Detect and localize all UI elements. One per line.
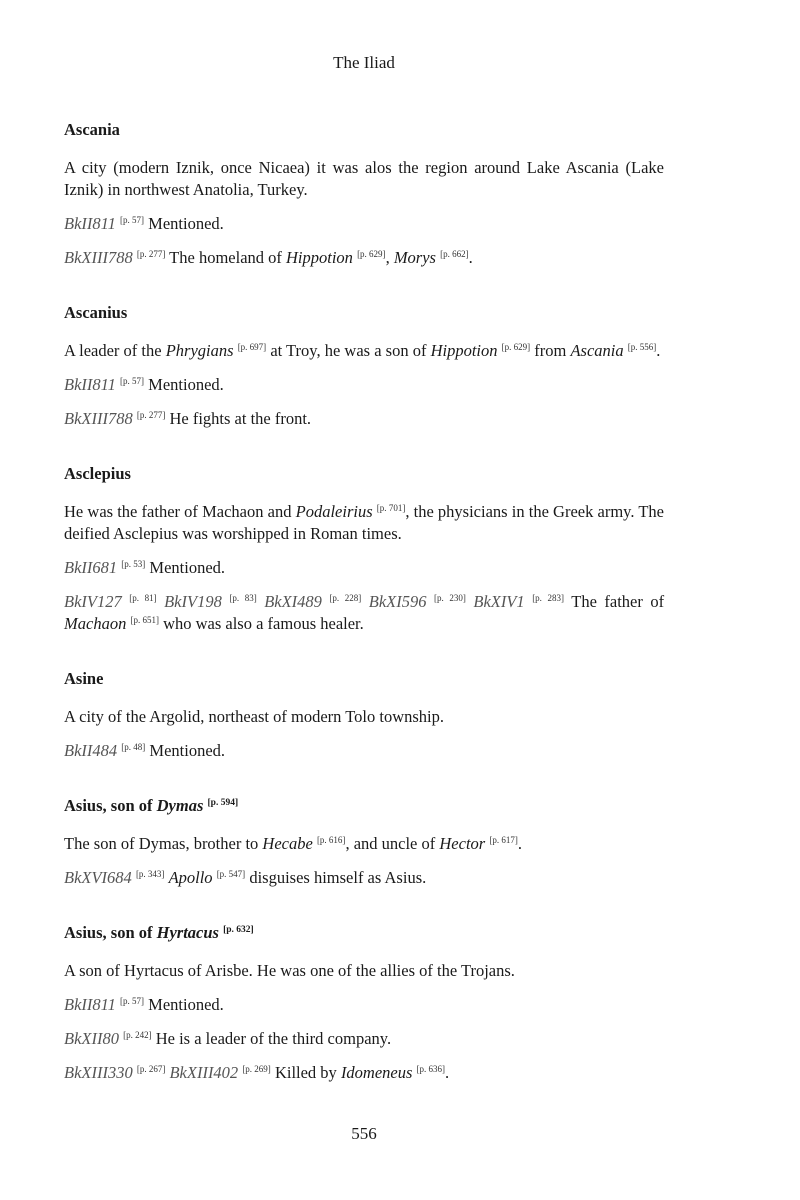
page-reference[interactable]: [p. 556] [627, 342, 657, 352]
entry-definition: He was the father of Machaon and Podaleirius [p. 701], the physicians in the Greek army. The deified Asclepius was worshipped in Roman times. [64, 502, 664, 543]
reference-text: disguises himself as Asius. [249, 868, 427, 887]
entry-reference [64, 1028, 664, 1050]
cross-reference-link[interactable]: Hippotion [286, 248, 353, 267]
entry-reference [64, 994, 664, 1016]
book-reference[interactable]: BkII811 [64, 375, 116, 394]
page-reference[interactable]: [p. 267] [136, 1064, 166, 1074]
book-reference[interactable]: BkXVI684 [64, 868, 132, 887]
page-reference[interactable]: [p. 616] [316, 835, 346, 845]
page-reference[interactable]: [p. 636] [416, 1064, 446, 1074]
entry-reference [64, 374, 664, 396]
entry-reference [64, 740, 664, 762]
page-reference[interactable]: [p. 701] [376, 503, 406, 513]
page-reference[interactable]: [p. 269] [242, 1064, 271, 1074]
reference-text: who was also a famous healer. [163, 614, 364, 633]
entry-reference [64, 867, 664, 889]
reference-text: Mentioned. [149, 741, 226, 760]
reference-text: Mentioned. [148, 375, 224, 394]
page-reference[interactable]: [p. 594] [207, 798, 239, 808]
page-reference[interactable]: [p. 629] [501, 342, 531, 352]
page-reference[interactable]: [p. 228] [329, 593, 362, 603]
page-reference[interactable]: [p. 277] [136, 410, 166, 420]
page-reference[interactable]: [p. 651] [130, 615, 159, 625]
book-reference[interactable]: BkXIII788 [64, 409, 133, 428]
cross-reference-link[interactable]: Hyrtacus [156, 923, 219, 942]
cross-reference-link[interactable]: Phrygians [165, 341, 234, 360]
reference-text: Mentioned. [148, 995, 224, 1014]
entry-reference: BkXIII330 [p. 267] BkXIII402 [p. 269] Killed by Idomeneus [p. 636]. [64, 1063, 450, 1082]
cross-reference-link[interactable]: Ascania [570, 341, 624, 360]
entry-definition: A son of Hyrtacus of Arisbe. He was one of the allies of the Trojans. [64, 961, 515, 980]
book-reference[interactable]: BkII484 [64, 741, 118, 760]
page-number: 556 [351, 1124, 377, 1143]
running-head: The Iliad [333, 53, 395, 72]
page-reference[interactable]: [p. 57] [120, 215, 145, 225]
page-reference[interactable]: [p. 48] [121, 742, 146, 752]
entry-reference [64, 557, 664, 579]
book-reference[interactable]: BkII811 [64, 995, 116, 1014]
entry-headword: Asine [64, 669, 104, 688]
book-reference[interactable]: BkXIV1 [473, 592, 525, 611]
book-reference[interactable]: BkXI596 [368, 592, 427, 611]
entry-definition: A city (modern Iznik, once Nicaea) it was alos the region around Lake Ascania (Lake Iznik) in northwest Anatolia, Turkey. [64, 158, 664, 199]
book-reference[interactable]: BkII681 [64, 558, 118, 577]
entry-reference [64, 591, 664, 635]
cross-reference-link[interactable]: Hippotion [430, 341, 498, 360]
page-reference[interactable]: [p. 343] [135, 869, 165, 879]
page-reference[interactable]: [p. 53] [121, 559, 146, 569]
page-reference[interactable]: [p. 547] [216, 869, 246, 879]
reference-text: Mentioned. [149, 558, 226, 577]
book-reference[interactable]: BkXII80 [64, 1029, 119, 1048]
entry-headword: Ascanius [64, 303, 128, 322]
entry-headword: Asius, son of Dymas [p. 594] [64, 796, 239, 815]
entry-ascania [64, 120, 664, 269]
entry-definition: A city of the Argolid, northeast of modern Tolo township. [64, 707, 444, 726]
entry-definition: A leader of the Phrygians [p. 697] at Troy, he was a son of Hippotion [p. 629] from Ascania [p. 556]. [64, 341, 661, 360]
cross-reference-link[interactable]: Dymas [156, 796, 204, 815]
page-reference[interactable]: [p. 230] [434, 593, 466, 603]
reference-text: He is a leader of the third company. [155, 1029, 392, 1048]
book-reference[interactable]: BkXI489 [264, 592, 322, 611]
entry-asius-dymas [64, 796, 664, 889]
entry-asius-hyrtacus [64, 923, 664, 1084]
reference-text: Mentioned. [148, 214, 224, 233]
reference-text: The homeland of [169, 248, 282, 267]
entry-headword: Asclepius [64, 464, 131, 483]
reference-text: The father of [571, 592, 665, 611]
book-reference[interactable]: BkIV127 [64, 592, 122, 611]
page-reference[interactable]: [p. 57] [120, 376, 145, 386]
page-reference[interactable]: [p. 283] [532, 593, 565, 603]
entry-reference [64, 408, 664, 430]
page-reference[interactable]: [p. 277] [136, 249, 166, 259]
entry-reference: BkXIII788 [p. 277] The homeland of Hippotion [p. 629], Morys [p. 662]. [64, 248, 473, 267]
entry-asclepius [64, 464, 664, 635]
page-reference[interactable]: [p. 617] [489, 835, 518, 845]
book-page [64, 0, 664, 1200]
cross-reference-link[interactable]: Apollo [168, 868, 213, 887]
cross-reference-link[interactable]: Hector [439, 834, 486, 853]
reference-text: He fights at the front. [169, 409, 312, 428]
page-reference[interactable]: [p. 57] [120, 996, 145, 1006]
page-reference[interactable]: [p. 697] [237, 342, 267, 352]
book-reference[interactable]: BkIV198 [164, 592, 222, 611]
book-reference[interactable]: BkXIII788 [64, 248, 133, 267]
book-reference[interactable]: BkXIII330 [64, 1063, 133, 1082]
glossary-entries [64, 120, 664, 1118]
cross-reference-link[interactable]: Hecabe [262, 834, 313, 853]
book-reference[interactable]: BkII811 [64, 214, 116, 233]
cross-reference-link[interactable]: Machaon [64, 614, 127, 633]
page-reference[interactable]: [p. 629] [357, 249, 386, 259]
cross-reference-link[interactable]: Morys [393, 248, 436, 267]
entry-ascanius [64, 303, 664, 430]
page-reference[interactable]: [p. 662] [440, 249, 469, 259]
cross-reference-link[interactable]: Podaleirius [295, 502, 373, 521]
page-reference[interactable]: [p. 81] [129, 593, 157, 603]
page-reference[interactable]: [p. 242] [123, 1030, 152, 1040]
page-reference[interactable]: [p. 632] [223, 925, 254, 935]
entry-definition: The son of Dymas, brother to Hecabe [p. 616], and uncle of Hector [p. 617]. [64, 834, 522, 853]
entry-headword: Ascania [64, 120, 120, 139]
entry-asine [64, 669, 664, 762]
cross-reference-link[interactable]: Idomeneus [340, 1063, 413, 1082]
book-reference[interactable]: BkXIII402 [169, 1063, 239, 1082]
entry-headword: Asius, son of Hyrtacus [p. 632] [64, 923, 254, 942]
page-reference[interactable]: [p. 83] [229, 593, 257, 603]
reference-text: Killed by [274, 1063, 337, 1082]
entry-reference [64, 213, 664, 235]
